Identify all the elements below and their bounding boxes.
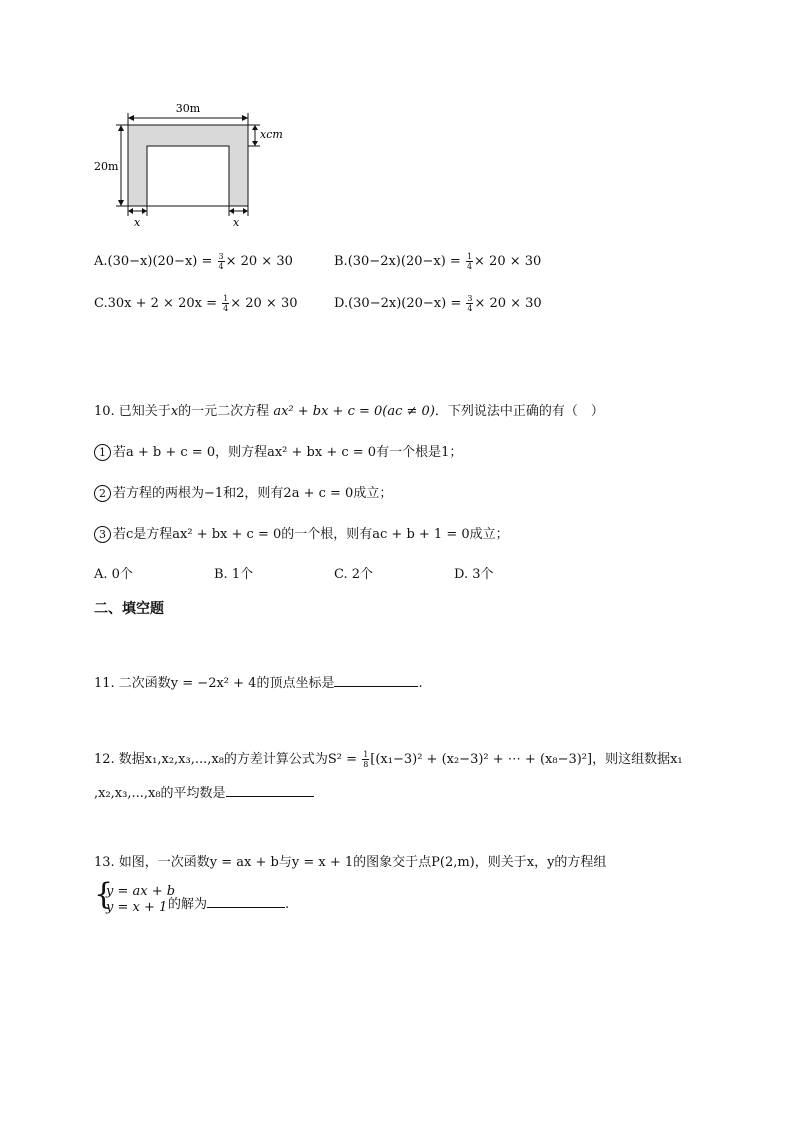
option-prefix: B. [334,254,348,269]
option-tail: × 20 × 30 [225,254,293,269]
fraction [466,294,473,313]
arrow-head [252,125,258,130]
q10-stem-a: 10. 已知关于 [94,404,171,419]
fraction-num: 1 [466,252,473,261]
answer-blank[interactable] [226,784,314,797]
arrow-head [118,200,124,206]
fraction [466,252,473,271]
q11-text: 11. 二次函数y = −2x² + 4的顶点坐标是 [94,676,335,691]
fraction-num: 3 [467,294,473,303]
fraction-den: 4 [467,304,473,313]
q12-line2-text: ,x₂,x₃,...,x₈的平均数是 [94,786,226,801]
q9-option-d [334,294,542,313]
option-expr: 30x + 2 × 20x = [107,296,222,311]
q13-text: 13. 如图，一次函数y = ax + b与y = x + 1的图象交于点P(2,m)，则关于x，y的方程组 [94,855,607,870]
option-expr: (30−x)(20−x) = [107,254,217,269]
fraction-num: 3 [218,252,224,261]
option-prefix: D. [334,296,349,311]
q13-system [94,877,176,920]
statement-text: 若方程的两根为−1和2，则有2a + c = 0成立； [113,486,393,501]
system-eq-2: y = x + 1 [106,900,168,915]
option-tail: × 20 × 30 [474,254,542,269]
arrow-head [128,115,134,121]
q10-stem-x: x [170,404,179,419]
bottom-left-x-label: x [134,216,141,229]
q10-option-c: C. 2个 [334,567,374,582]
arrow-head [128,208,133,214]
q12-text-b: [(x₁−3)² + (x₂−3)² + ⋯ + (x₈−3)²]，则这组数据x₁ [370,752,683,767]
arrow-head [118,125,124,131]
q10-statement-2 [94,482,392,502]
option-prefix: A. [94,254,108,269]
q9-option-a [94,252,293,271]
bottom-right-x-label: x [233,216,240,229]
arrow-head [242,115,248,121]
q12-text-a: 12. 数据x₁,x₂,x₃,...,x₈的方差计算公式为S² = [94,752,362,767]
option-tail: × 20 × 30 [230,296,298,311]
answer-blank[interactable] [207,895,285,908]
circled-number: 2 [94,485,111,502]
q10-statement-3 [94,523,509,543]
q11 [94,672,423,691]
option-expr: (30−2x)(20−x) = [347,254,465,269]
height-label: 20m [94,160,119,173]
fraction-den: 4 [218,262,224,271]
q10-option-b: B. 1个 [214,567,254,582]
fraction-den: 4 [223,304,229,313]
q10-stem-eq: ax² + bx + c = 0(ac ≠ 0) [273,404,435,419]
statement-text: 若c是方程ax² + bx + c = 0的一个根，则有ac + b + 1 = 0成立； [113,527,509,542]
option-prefix: C. [94,296,108,311]
border-label: xcm [260,128,283,141]
q10-statement-1 [94,441,462,461]
fraction [362,750,369,769]
fraction-den: 4 [466,262,473,271]
q10-option-d: D. 3个 [454,567,494,582]
q13-end: . [285,897,290,912]
fraction [218,252,225,271]
fraction-num: 1 [363,750,369,759]
arrow-head [229,208,234,214]
option-expr: (30−2x)(20−x) = [348,296,466,311]
answer-blank[interactable] [334,674,418,687]
q9-option-c [94,294,298,313]
fraction-num: 1 [223,294,229,303]
border-path [128,125,248,206]
q13-line1 [94,851,606,870]
fraction-den: 8 [363,760,369,769]
statement-text: 若a + b + c = 0，则方程ax² + bx + c = 0有一个根是1； [113,445,463,460]
option-tail: × 20 × 30 [474,296,542,311]
q10-option-a: A. 0个 [94,567,133,582]
circled-number: 1 [94,444,111,461]
q9-option-b [334,252,541,271]
section-title: 二、填空题 [94,601,164,617]
brace: { [94,877,114,912]
arrow-head [243,208,248,214]
q10-stem-c: ．下列说法中正确的有（ ） [434,404,604,419]
q12-line1 [94,748,683,769]
arrow-head [252,141,258,146]
q12-line2 [94,782,314,801]
circled-number: 3 [94,526,111,543]
q13-line2 [168,893,289,912]
arrow-head [142,208,147,214]
fraction [222,294,229,313]
garden-diagram [90,98,300,233]
garden-figure [90,98,300,233]
q11-end: . [418,676,423,691]
q10-stem-b: 的一元二次方程 [178,404,270,419]
system-eq-1: y = ax + b [106,884,176,899]
width-label: 30m [175,102,201,115]
q13-tail: 的解为 [168,897,208,912]
q10-stem [94,400,604,419]
